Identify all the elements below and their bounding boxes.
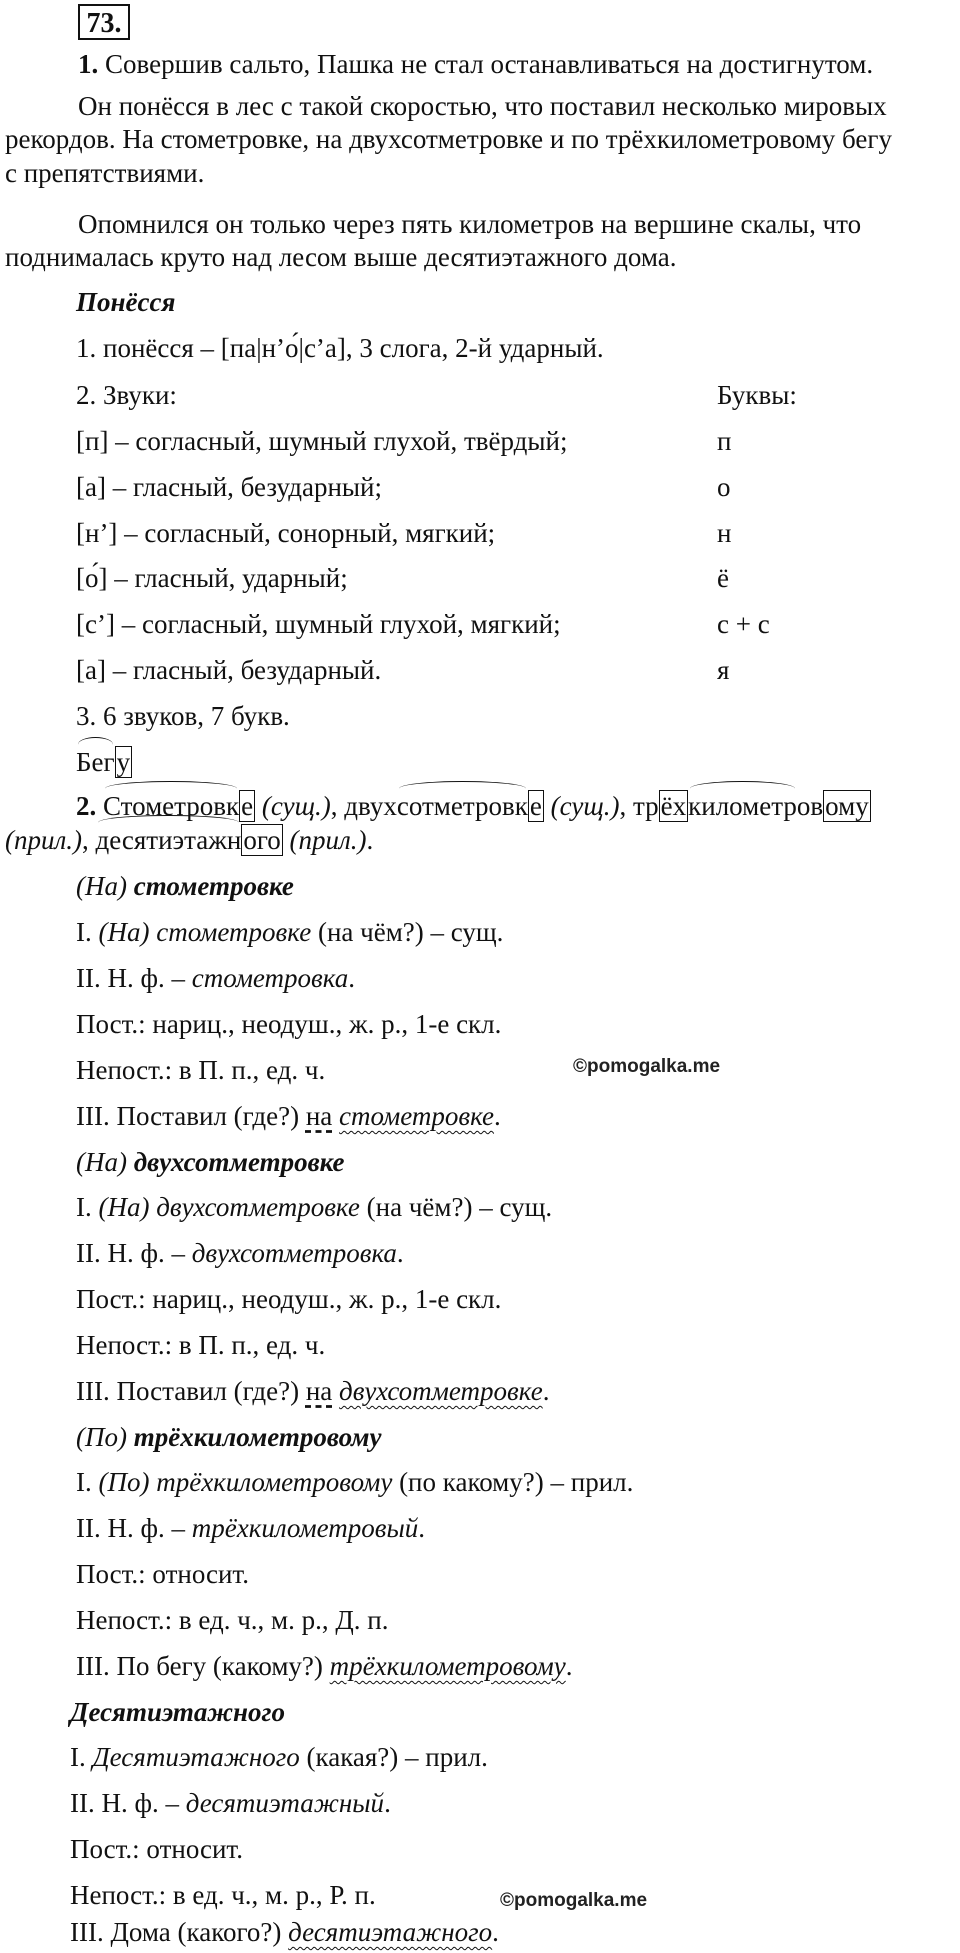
sounds-header: 2. Звуки:	[76, 380, 177, 410]
letter-cell: н	[717, 518, 732, 548]
dot: .	[384, 1788, 391, 1818]
ending-mark: ому	[825, 791, 869, 821]
analysis-heading	[76, 870, 294, 902]
prefix-mark: тр	[633, 791, 659, 821]
dot: .	[542, 1376, 550, 1406]
comma: ,	[330, 791, 338, 821]
morph-line-2	[5, 824, 373, 856]
comma: ,	[619, 791, 627, 821]
initial-form-label: II. Н. ф. –	[76, 1513, 185, 1543]
part-1-label: 1.	[78, 49, 99, 79]
pos-label: (прил.)	[5, 825, 83, 855]
pos-label: (прил.)	[289, 825, 367, 855]
letter-cell: п	[717, 426, 732, 456]
sound-row: [с’] – согласный, шумный глухой, мягкий;	[76, 609, 561, 639]
paragraph-2-line-1: Он понёсся в лес с такой скоростью, что поставил несколько мировых	[78, 91, 887, 121]
analysis-heading	[76, 1421, 382, 1453]
root-mark: Бег	[76, 747, 115, 777]
analysis-nepost: Непост.: в П. п., ед. ч.	[76, 1330, 326, 1360]
analysis-post: Пост.: нариц., неодуш., ж. р., 1-е скл.	[76, 1009, 502, 1039]
roman-i: I.	[76, 1467, 92, 1497]
analysis-line-iii	[76, 1650, 572, 1682]
watermark: ©pomogalka.me	[500, 1890, 648, 1911]
ending-mark: е	[241, 791, 254, 821]
pos-label: (сущ.)	[261, 791, 331, 821]
preposition-underlined: на	[305, 1101, 333, 1131]
letter-cell: с + с	[717, 609, 770, 639]
sound-row: [а] – гласный, безударный.	[76, 655, 382, 685]
analysis-line-ii	[76, 1512, 425, 1544]
sound-row: [п] – согласный, шумный глухой, твёрдый;	[76, 426, 568, 456]
dot: .	[396, 1238, 404, 1268]
phonetic-heading: Понёсся	[76, 287, 176, 317]
preposition-underlined: на	[305, 1376, 333, 1406]
paragraph-3-line-2: поднималась круто над лесом выше десятиэтажного дома.	[5, 242, 677, 272]
dot: .	[492, 1917, 499, 1947]
word-underlined: двухсотметровке	[339, 1376, 543, 1406]
dot: .	[565, 1651, 573, 1681]
initial-form-label: II. Н. ф. –	[70, 1788, 179, 1818]
heading-word: Десятиэтажного	[70, 1697, 285, 1727]
paragraph-2-line-3: с препятствиями.	[5, 158, 205, 188]
analysis-nepost: Непост.: в П. п., ед. ч.	[76, 1055, 326, 1085]
begu-word	[76, 746, 132, 778]
letter-cell: о	[717, 472, 731, 502]
root-mark: километр	[688, 791, 797, 821]
comma: ,	[82, 825, 89, 855]
sound-row: [о́] – гласный, ударный;	[76, 563, 348, 593]
question-text: (какая?) – прил.	[306, 1742, 488, 1772]
word-underlined: стометровке	[339, 1101, 495, 1131]
analysis-nepost: Непост.: в ед. ч., м. р., Д. п.	[76, 1605, 389, 1635]
phonetic-total: 3. 6 звуков, 7 букв.	[76, 701, 290, 731]
dot: .	[348, 963, 355, 993]
root-mark: сотметровк	[396, 791, 528, 821]
root-mark: Стометровк	[103, 791, 240, 821]
analysis-line-i	[76, 1191, 552, 1223]
analysis-line-iii	[70, 1916, 499, 1948]
paragraph-1-text: Совершив сальто, Пашка не стал останавливаться на достигнутом.	[105, 49, 874, 79]
analysis-post: Пост.: относит.	[76, 1559, 249, 1589]
dot: .	[366, 825, 374, 855]
roman-i: I.	[76, 917, 92, 947]
dot: .	[418, 1513, 426, 1543]
analysis-post: Пост.: относит.	[70, 1834, 243, 1864]
analysis-line-i	[70, 1741, 488, 1773]
heading-word: стометровке	[133, 871, 294, 901]
word-italic: (На) двухсотметровке	[98, 1192, 360, 1222]
suffix-mark: ов	[796, 791, 824, 821]
analysis-nepost: Непост.: в ед. ч., м. р., Р. п.	[70, 1880, 376, 1910]
analysis-line-ii	[70, 1787, 391, 1819]
letter-cell: я	[717, 655, 730, 685]
watermark: ©pomogalka.me	[573, 1056, 721, 1077]
sound-row: [н’] – согласный, сонорный, мягкий;	[76, 518, 496, 548]
initial-form: стометровка	[191, 963, 349, 993]
phonetic-line-1: 1. понёсся – [па|н’о́|с’а], 3 слога, 2-й ударный.	[76, 333, 604, 363]
interfix-mark: ёх	[660, 791, 687, 821]
ending-mark: ого	[243, 825, 281, 855]
heading-prep: (По)	[76, 1422, 127, 1452]
task-number: 73.	[78, 4, 130, 40]
analysis-line-ii	[76, 962, 355, 994]
letters-header: Буквы:	[717, 380, 797, 410]
word-italic: Десятиэтажного	[92, 1742, 300, 1772]
part-2-label: 2.	[76, 791, 97, 821]
analysis-post: Пост.: нариц., неодуш., ж. р., 1-е скл.	[76, 1284, 502, 1314]
syntax-question: III. Поставил (где?)	[76, 1101, 300, 1131]
word-underlined: трёхкилометровому	[329, 1651, 566, 1681]
analysis-heading	[70, 1696, 285, 1728]
analysis-line-iii	[76, 1100, 501, 1132]
question-text: (на чём?) – сущ.	[366, 1192, 553, 1222]
initial-form: десятиэтажный	[185, 1788, 385, 1818]
initial-form: двухсотметровка	[191, 1238, 397, 1268]
heading-word: двухсотметровке	[133, 1147, 345, 1177]
heading-prep: (На)	[76, 871, 127, 901]
letter-cell: ё	[717, 563, 729, 593]
initial-form-label: II. Н. ф. –	[76, 963, 185, 993]
root-mark: десятиэтажн	[95, 825, 242, 855]
syntax-question: III. Дома (какого?)	[70, 1917, 282, 1947]
word-underlined: десятиэтажного	[288, 1917, 493, 1947]
roman-i: I.	[70, 1742, 86, 1772]
question-text: (по какому?) – прил.	[399, 1467, 634, 1497]
analysis-line-i	[76, 916, 503, 948]
analysis-line-i	[76, 1466, 633, 1498]
heading-prep: (На)	[76, 1147, 127, 1177]
roman-i: I.	[76, 1192, 92, 1222]
initial-form-label: II. Н. ф. –	[76, 1238, 185, 1268]
question-text: (на чём?) – сущ.	[317, 917, 504, 947]
analysis-line-ii	[76, 1237, 404, 1269]
paragraph-2-line-2: рекордов. На стометровке, на двухсотметровке и по трёхкилометровому бегу	[5, 124, 892, 154]
prefix-mark: двух	[344, 791, 397, 821]
word-italic: (По) трёхкилометровому	[98, 1467, 393, 1497]
syntax-question: III. Поставил (где?)	[76, 1376, 300, 1406]
syntax-question: III. По бегу (какому?)	[76, 1651, 323, 1681]
dot: .	[494, 1101, 501, 1131]
paragraph-3-line-1: Опомнился он только через пять километров на вершине скалы, что	[78, 209, 862, 239]
heading-word: трёхкилометровому	[133, 1422, 382, 1452]
initial-form: трёхкилометровый	[191, 1513, 419, 1543]
word-italic: (На) стометровке	[98, 917, 312, 947]
ending-mark: е	[529, 791, 542, 821]
paragraph-1	[78, 48, 873, 80]
pos-label: (сущ.)	[550, 791, 620, 821]
analysis-line-iii	[76, 1375, 549, 1407]
analysis-heading	[76, 1146, 345, 1178]
sound-row: [а] – гласный, безударный;	[76, 472, 383, 502]
ending-mark: у	[116, 747, 131, 777]
